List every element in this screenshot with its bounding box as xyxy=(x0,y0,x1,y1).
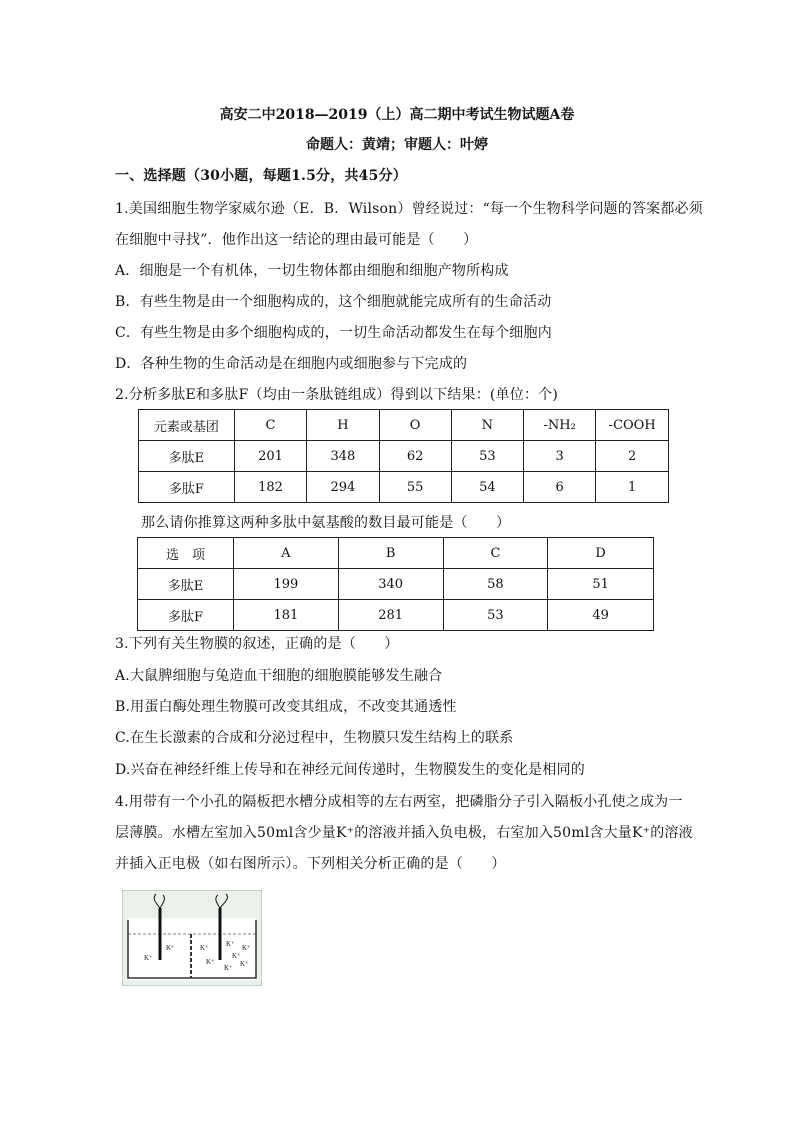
q1-option-d: D．各种生物的生命活动是在细胞内或细胞参与下完成的 xyxy=(115,356,468,372)
q1-option-a: A．细胞是一个有机体，一切生物体都由细胞和细胞产物所构成 xyxy=(115,263,509,279)
k-ion-label: K⁺ xyxy=(144,954,153,962)
q3-stem: 3.下列有关生物膜的叙述，正确的是（ ） xyxy=(115,636,399,652)
q1-stem-line1: 1.美国细胞生物学家威尔逊（E．B．Wilson）曾经说过：“每一个生物科学问题的答案都必须 xyxy=(115,201,703,217)
table-header-cell: N xyxy=(451,410,523,441)
table-row xyxy=(138,569,654,600)
q1-option-c: C．有些生物是由多个细胞构成的，一切生命活动都发生在每个细胞内 xyxy=(115,325,552,341)
section-heading: 一、选择题（30小题，每题1.5分，共45分） xyxy=(115,168,407,184)
table-cell: 62 xyxy=(379,441,451,472)
table-cell: 1 xyxy=(596,472,669,503)
table-cell: 182 xyxy=(234,472,306,503)
table-cell: 58 xyxy=(443,569,548,600)
table-cell: 294 xyxy=(307,472,379,503)
table-cell: 281 xyxy=(338,600,443,631)
table-header-cell: D xyxy=(548,538,654,569)
table-cell: 多肽F xyxy=(138,600,234,631)
table-row xyxy=(139,441,669,472)
q3-option-b: B.用蛋白酶处理生物膜可改变其组成，不改变其通透性 xyxy=(115,699,457,715)
table-header-cell: A xyxy=(233,538,338,569)
table-row xyxy=(138,600,654,631)
table-cell: 6 xyxy=(523,472,595,503)
table-header-row xyxy=(139,410,669,441)
k-ion-label: K⁺ xyxy=(226,940,235,948)
k-ion-label: K⁺ xyxy=(200,944,209,952)
table-cell: 54 xyxy=(451,472,523,503)
exam-authors: 命题人：黄靖；审题人：叶婷 xyxy=(306,137,488,153)
peptide-element-table xyxy=(138,409,669,503)
q2-stem: 2.分析多肽E和多肽F（均由一条肽链组成）得到以下结果：(单位：个) xyxy=(115,387,559,403)
table-header-cell: 选 项 xyxy=(138,538,234,569)
k-ion-label: K⁺ xyxy=(232,952,241,960)
k-ion-label: K⁺ xyxy=(224,964,233,972)
k-ion-label: K⁺ xyxy=(242,944,251,952)
table-header-cell: -COOH xyxy=(596,410,669,441)
answer-options-table xyxy=(137,537,654,631)
exam-title: 高安二中2018—2019（上）高二期中考试生物试题A卷 xyxy=(219,107,575,123)
table-cell: 340 xyxy=(338,569,443,600)
table-cell: 53 xyxy=(443,600,548,631)
table-header-cell: -NH₂ xyxy=(523,410,595,441)
table-header-cell: 元素或基团 xyxy=(139,410,235,441)
q4-stem-line1: 4.用带有一个小孔的隔板把水槽分成相等的左右两室，把磷脂分子引入隔板小孔使之成为一 xyxy=(115,794,683,810)
table-cell: 多肽E xyxy=(138,569,234,600)
q1-stem-line2: 在细胞中寻找”．他作出这一结论的理由最可能是（ ） xyxy=(115,232,478,248)
table-cell: 49 xyxy=(548,600,654,631)
table-header-cell: H xyxy=(307,410,379,441)
table-cell: 199 xyxy=(233,569,338,600)
q3-option-d: D.兴奋在神经纤维上传导和在神经元间传递时，生物膜发生的变化是相同的 xyxy=(115,762,585,778)
table-cell: 多肽F xyxy=(139,472,235,503)
k-ion-label: K⁺ xyxy=(166,944,175,952)
table-cell: 53 xyxy=(451,441,523,472)
q1-option-b: B．有些生物是由一个细胞构成的，这个细胞就能完成所有的生命活动 xyxy=(115,294,552,310)
q4-stem-line2: 层薄膜。水槽左室加入50ml含少量K⁺的溶液并插入负电极，右室加入50ml含大量K⁺的溶液 xyxy=(115,825,693,841)
q3-option-c: C.在生长激素的合成和分泌过程中，生物膜只发生结构上的联系 xyxy=(115,730,514,746)
table-header-row xyxy=(138,538,654,569)
table-header-cell: C xyxy=(234,410,306,441)
table-header-cell: O xyxy=(379,410,451,441)
table-cell: 3 xyxy=(523,441,595,472)
q2-question: 那么请你推算这两种多肽中氨基酸的数目最可能是（ ） xyxy=(141,515,511,531)
q3-option-a: A.大鼠脾细胞与兔造血干细胞的细胞膜能够发生融合 xyxy=(115,668,443,684)
table-cell: 多肽E xyxy=(139,441,235,472)
table-header-cell: C xyxy=(443,538,548,569)
q4-stem-line3: 并插入正电极（如右图所示）。下列相关分析正确的是（ ） xyxy=(115,856,506,872)
table-header-cell: B xyxy=(338,538,443,569)
table-cell: 348 xyxy=(307,441,379,472)
water-tank-svg xyxy=(122,890,262,986)
table-cell: 55 xyxy=(379,472,451,503)
k-ion-label: K⁺ xyxy=(240,960,249,968)
table-cell: 51 xyxy=(548,569,654,600)
water-tank-diagram xyxy=(122,890,262,986)
table-cell: 181 xyxy=(233,600,338,631)
k-ion-label: K⁺ xyxy=(206,958,215,966)
table-cell: 201 xyxy=(234,441,306,472)
table-row xyxy=(139,472,669,503)
table-cell: 2 xyxy=(596,441,669,472)
